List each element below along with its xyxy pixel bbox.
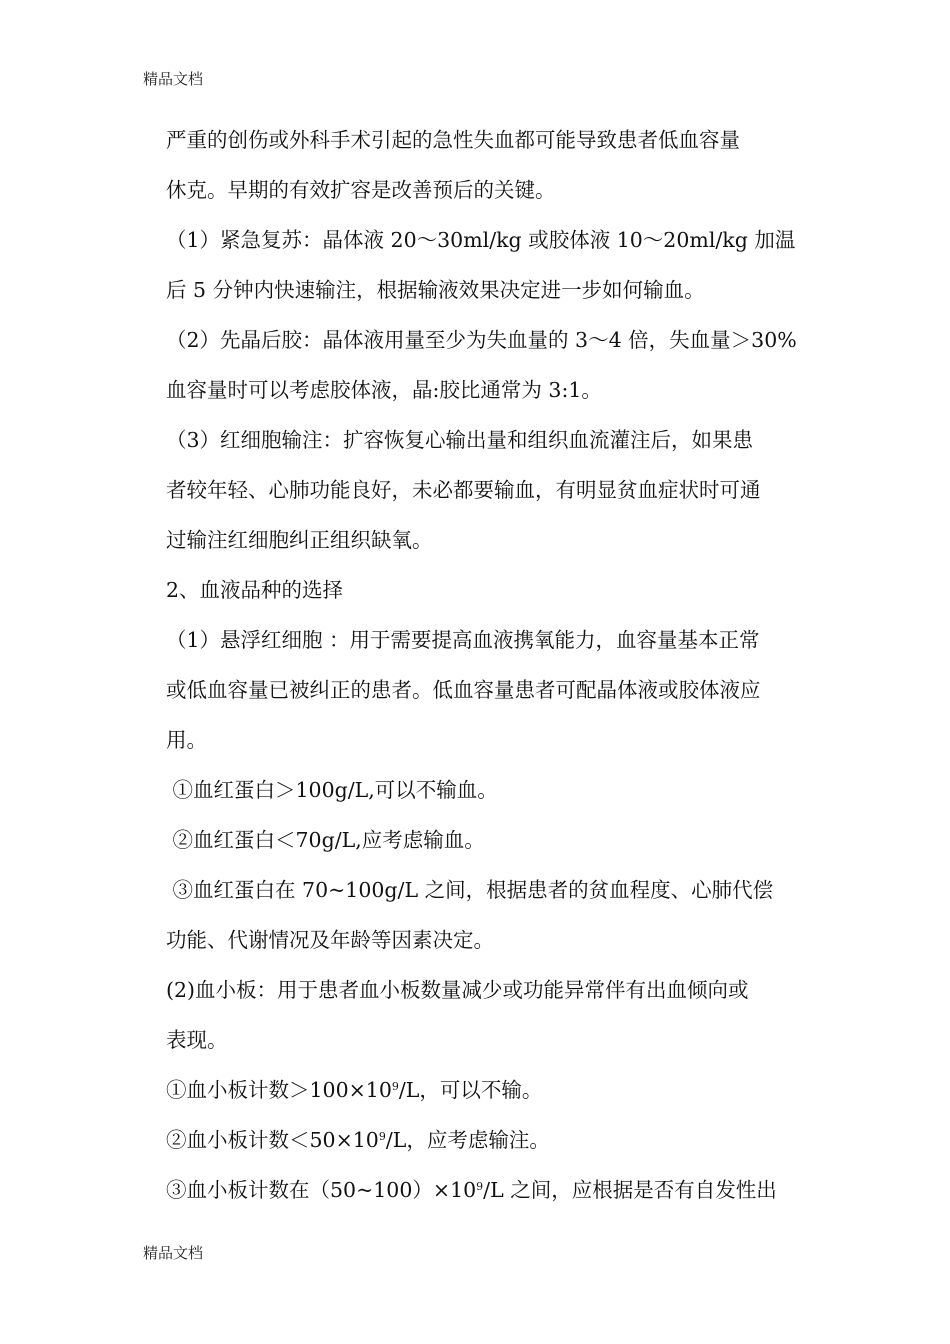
platelet-line-pre: ②血小板计数＜50×10 xyxy=(166,1128,379,1152)
section-heading: 2、血液品种的选择 xyxy=(166,578,344,602)
text-line: ②血红蛋白＜70g/L,应考虑输血。 xyxy=(166,828,485,852)
document-body xyxy=(166,115,810,1215)
exponent: 9 xyxy=(476,1180,484,1193)
text-line: （1）悬浮红细胞 ：用于需要提高血液携氧能力，血容量基本正常 xyxy=(166,628,760,652)
platelet-line-pre: ③血小板计数在（50~100）×10 xyxy=(166,1178,477,1202)
page-header: 精品文档 xyxy=(143,70,204,88)
text-line: ①血红蛋白＞100g/L,可以不输血。 xyxy=(166,778,498,802)
text-line: （1）紧急复苏：晶体液 20～30ml/kg 或胶体液 10～20ml/kg 加温 xyxy=(166,228,796,252)
platelet-line xyxy=(166,1115,810,1165)
text-line: ③血红蛋白在 70~100g/L 之间，根据患者的贫血程度、心肺代偿 xyxy=(166,878,774,902)
text-line: 后 5 分钟内快速输注，根据输液效果决定进一步如何输血。 xyxy=(166,278,705,302)
text-line: (2)血小板：用于患者血小板数量减少或功能异常伴有出血倾向或 xyxy=(166,978,749,1002)
text-line: 或低血容量已被纠正的患者。低血容量患者可配晶体液或胶体液应 xyxy=(166,678,761,702)
platelet-line-post: /L 之间，应根据是否有自发性出 xyxy=(483,1178,777,1202)
page-footer: 精品文档 xyxy=(143,1244,204,1262)
text-line: 功能、代谢情况及年龄等因素决定。 xyxy=(166,928,494,952)
platelet-line-post: /L，应考虑输注。 xyxy=(385,1128,550,1152)
platelet-line-pre: ①血小板计数＞100×10 xyxy=(166,1078,392,1102)
exponent: 9 xyxy=(378,1130,386,1143)
platelet-line-post: /L，可以不输。 xyxy=(398,1078,543,1102)
platelet-line xyxy=(166,1165,810,1215)
text-line: 过输注红细胞纠正组织缺氧。 xyxy=(166,528,433,552)
text-line: 休克。早期的有效扩容是改善预后的关键。 xyxy=(166,178,556,202)
text-line: 用。 xyxy=(166,728,207,752)
text-line: 者较年轻、心肺功能良好，未必都要输血，有明显贫血症状时可通 xyxy=(166,478,761,502)
platelet-line xyxy=(166,1065,810,1115)
text-line: 血容量时可以考虑胶体液，晶:胶比通常为 3:1。 xyxy=(166,378,602,402)
text-line: 严重的创伤或外科手术引起的急性失血都可能导致患者低血容量 xyxy=(166,128,740,152)
exponent: 9 xyxy=(391,1080,399,1093)
text-line: （2）先晶后胶：晶体液用量至少为失血量的 3～4 倍，失血量＞30% xyxy=(166,328,797,352)
text-line: （3）红细胞输注：扩容恢复心输出量和组织血流灌注后，如果患 xyxy=(166,428,754,452)
text-line: 表现。 xyxy=(166,1028,228,1052)
